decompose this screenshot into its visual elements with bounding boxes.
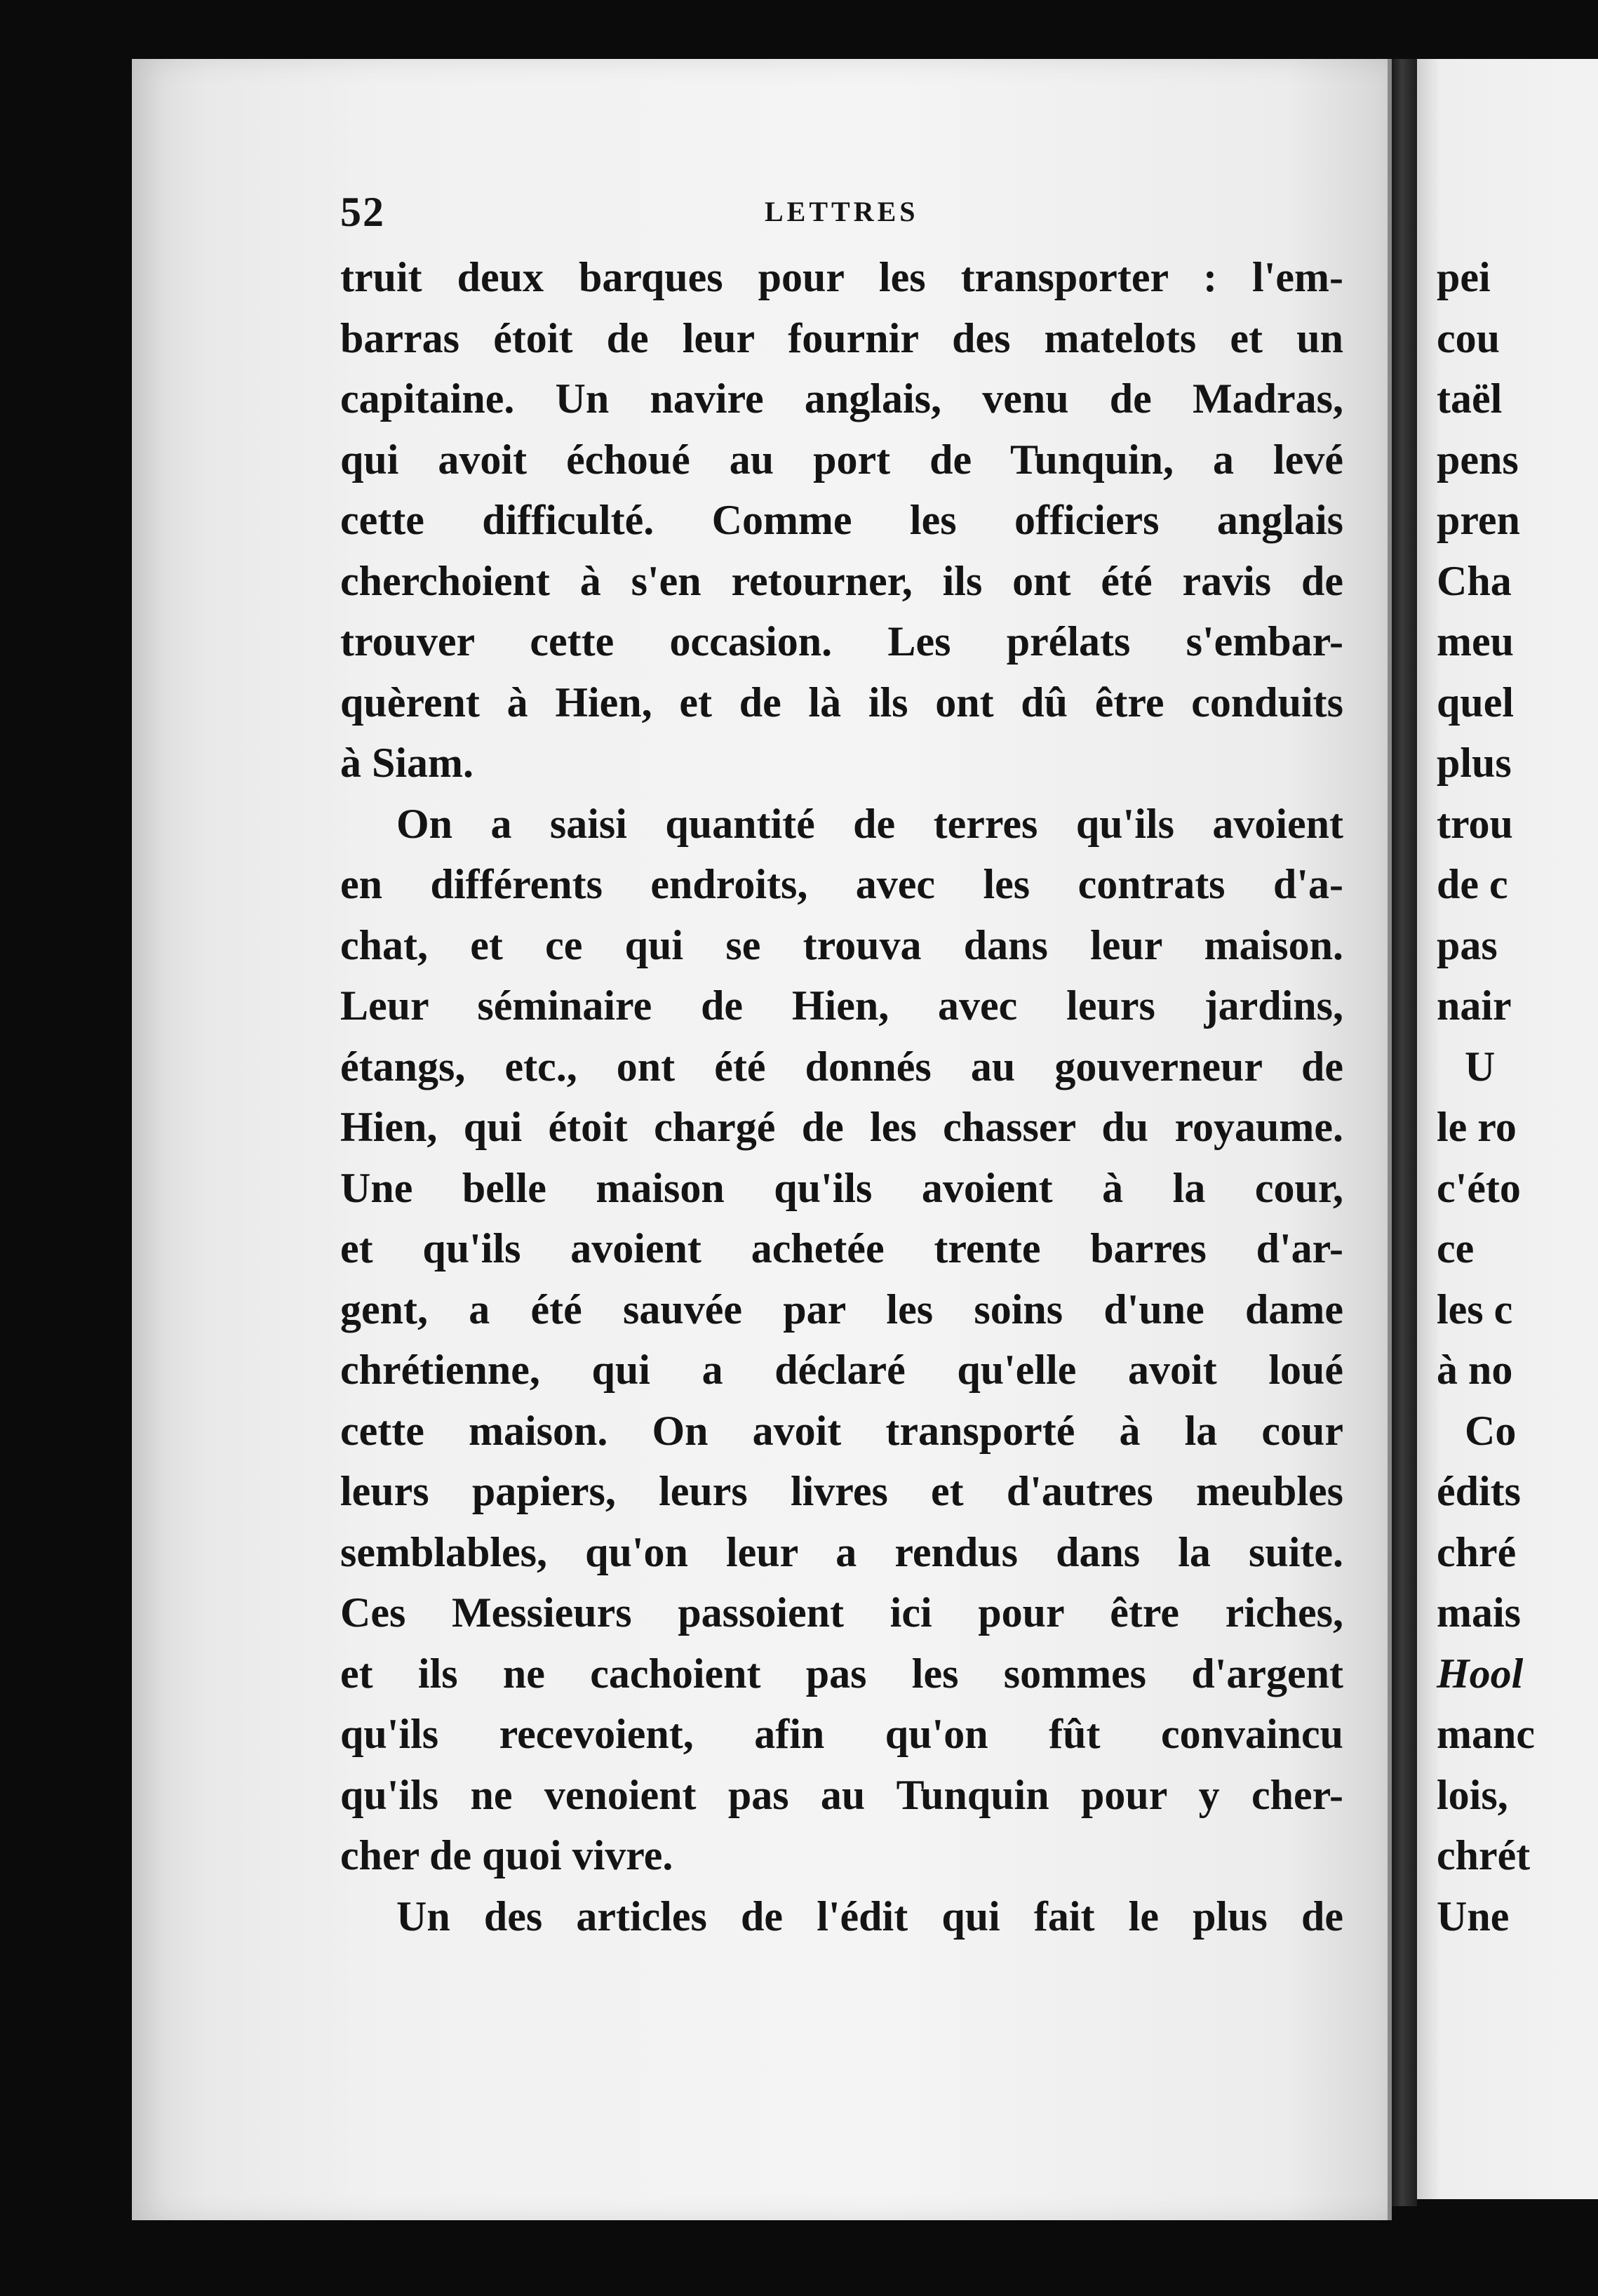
next-page-fragment: nair: [1437, 982, 1512, 1029]
text-line: à Siam.: [340, 740, 474, 786]
text-line: cette difficulté. Comme les officiers anglais: [340, 497, 1343, 543]
next-page-text: [1437, 247, 1598, 1947]
next-page-fragment: c'éto: [1437, 1164, 1521, 1211]
page-number: 52: [340, 189, 385, 235]
next-page-fragment: trou: [1437, 800, 1513, 847]
text-line: barras étoit de leur fournir des matelots et un: [340, 314, 1343, 361]
next-page-fragment: cou: [1437, 314, 1500, 361]
book-gutter: [1392, 59, 1417, 2206]
text-line: Leur séminaire de Hien, avec leurs jardins,: [340, 982, 1343, 1029]
text-line: cher de quoi vivre.: [340, 1832, 673, 1878]
text-line: Ces Messieurs passoient ici pour être riches,: [340, 1589, 1343, 1636]
text-line: et ils ne cachoient pas les sommes d'argent: [340, 1650, 1343, 1697]
next-page-fragment: meu: [1437, 618, 1514, 665]
running-head: LETTRES: [765, 196, 919, 227]
next-page-fragment: ce: [1437, 1225, 1475, 1272]
text-line: leurs papiers, leurs livres et d'autres meubles: [340, 1468, 1343, 1514]
next-page-fragment: quel: [1437, 679, 1515, 726]
next-page-fragment: Co: [1465, 1407, 1517, 1454]
text-line: trouver cette occasion. Les prélats s'embar-: [340, 618, 1343, 665]
text-line: capitaine. Un navire anglais, venu de Madras,: [340, 375, 1343, 422]
next-page-fragment: à no: [1437, 1347, 1513, 1393]
next-page-fragment: de c: [1437, 861, 1508, 907]
text-line: qu'ils recevoient, afin qu'on fût convaincu: [340, 1711, 1343, 1757]
next-page-fragment: pren: [1437, 497, 1520, 543]
text-line: semblables, qu'on leur a rendus dans la suite.: [340, 1528, 1343, 1575]
text-line: Un des articles de l'édit qui fait le plus de: [396, 1893, 1343, 1940]
next-page-fragment: taël: [1437, 375, 1503, 422]
next-page-fragment: pas: [1437, 921, 1498, 968]
text-line: gent, a été sauvée par les soins d'une dame: [340, 1286, 1343, 1333]
text-line: cherchoient à s'en retourner, ils ont été ravis de: [340, 557, 1343, 604]
text-line: qu'ils ne venoient pas au Tunquin pour y cher-: [340, 1771, 1343, 1818]
text-line: Une belle maison qu'ils avoient à la cour,: [340, 1164, 1343, 1211]
text-line: Hien, qui étoit chargé de les chasser du royaume.: [340, 1104, 1343, 1150]
text-line: cette maison. On avoit transporté à la cour: [340, 1407, 1343, 1454]
next-page-fragment: Cha: [1437, 557, 1512, 604]
text-line: chat, et ce qui se trouva dans leur maison.: [340, 921, 1343, 968]
next-page-fragment: chré: [1437, 1528, 1517, 1575]
text-line: qui avoit échoué au port de Tunquin, a levé: [340, 436, 1343, 483]
book-page-right-partial: [1417, 59, 1598, 2199]
next-page-fragment: plus: [1437, 740, 1512, 786]
text-line: étangs, etc., ont été donnés au gouverneur de: [340, 1043, 1343, 1090]
next-page-fragment: Une: [1437, 1893, 1510, 1940]
next-page-fragment: U: [1465, 1043, 1496, 1090]
text-line: truit deux barques pour les transporter : l'em-: [340, 254, 1343, 300]
next-page-fragment: chrét: [1437, 1832, 1531, 1878]
next-page-fragment: pei: [1437, 254, 1491, 300]
next-page-fragment: mais: [1437, 1589, 1521, 1636]
next-page-fragment: manc: [1437, 1711, 1535, 1757]
next-page-fragment: édits: [1437, 1468, 1521, 1514]
text-line: quèrent à Hien, et de là ils ont dû être conduits: [340, 679, 1343, 726]
next-page-fragment: pens: [1437, 436, 1519, 483]
text-line: et qu'ils avoient achetée trente barres d'ar-: [340, 1225, 1343, 1272]
text-line: On a saisi quantité de terres qu'ils avoient: [396, 800, 1343, 847]
body-text: [340, 247, 1343, 1947]
text-line: en différents endroits, avec les contrats d'a-: [340, 861, 1343, 907]
text-line: chrétienne, qui a déclaré qu'elle avoit loué: [340, 1347, 1343, 1393]
page-header: [340, 188, 1343, 237]
next-page-fragment: lois,: [1437, 1771, 1508, 1818]
next-page-fragment: les c: [1437, 1286, 1513, 1333]
next-page-fragment: Hool: [1437, 1650, 1524, 1697]
next-page-fragment: le ro: [1437, 1104, 1517, 1150]
